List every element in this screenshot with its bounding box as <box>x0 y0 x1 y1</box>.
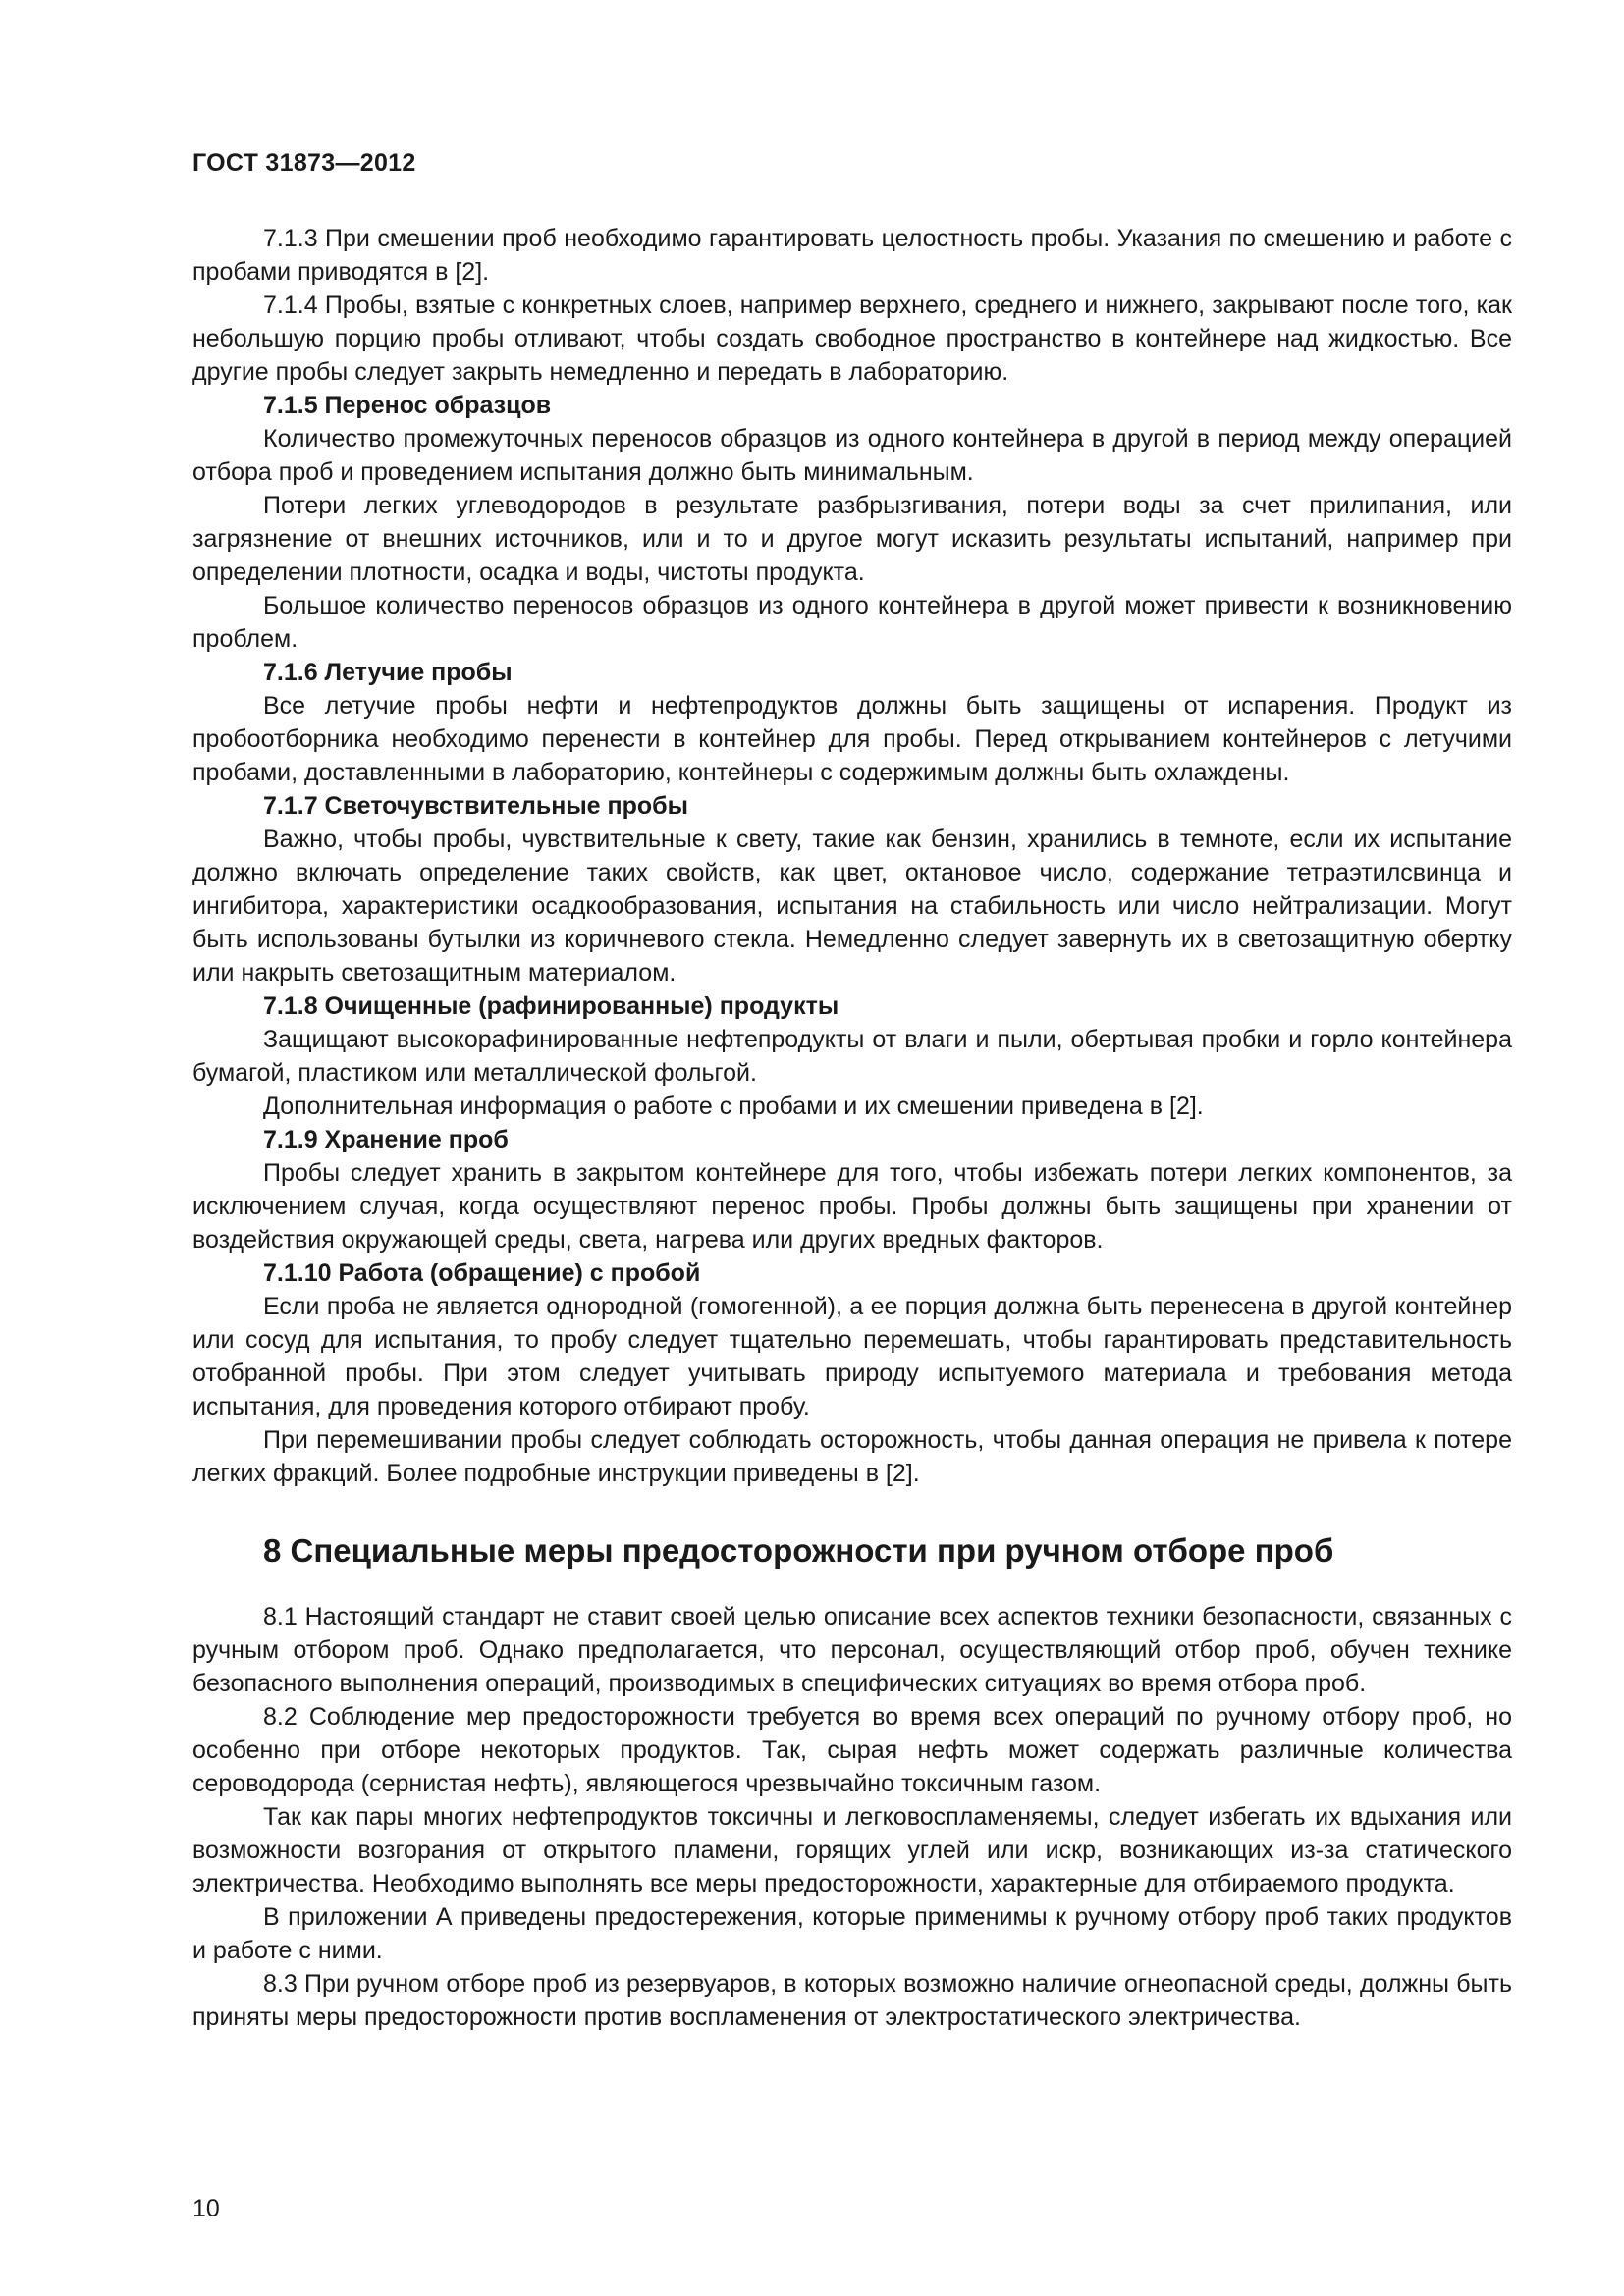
paragraph: В приложении А приведены предостережения, которые применимы к ручному отбору проб таких продуктов и работе с ними. <box>192 1903 1512 1964</box>
paragraph: Так как пары многих нефтепродуктов токсичны и легковоспламеняемы, следует избегать их вдыхания или возможности возгорания от открытого пламени, горящих углей или искр, возникающих из-за статического электричества. Необходимо выполнять все меры предосторожности, характерные для отбираемого продукта. <box>192 1803 1512 1897</box>
subsection-title: 7.1.10 Работа (обращение) с пробой <box>263 1259 701 1287</box>
paragraph: При перемешивании пробы следует соблюдать осторожность, чтобы данная операция не привела к потере легких фракций. Более подробные инструкции приведены в [2]. <box>192 1426 1512 1487</box>
subsection-title: 7.1.8 Очищенные (рафинированные) продукты <box>263 992 839 1020</box>
paragraph: Если проба не является однородной (гомогенной), а ее порция должна быть перенесена в другой контейнер или сосуд для испытания, то пробу следует тщательно перемешать, чтобы гарантировать представительность отобранной пробы. При этом следует учитывать природу испытуемого материала и требования метода испытания, для проведения которого отбирают пробу. <box>192 1293 1512 1420</box>
paragraph: Все летучие пробы нефти и нефтепродуктов должны быть защищены от испарения. Продукт из пробоотборника необходимо перенести в контейнер для пробы. Перед открыванием контейнеров с летучими пробами, доставленными в лабораторию, контейнеры с содержимым должны быть охлаждены. <box>192 692 1512 786</box>
document-header: ГОСТ 31873—2012 <box>192 149 416 177</box>
page-number: 10 <box>192 2195 220 2222</box>
paragraph: 8.1 Настоящий стандарт не ставит своей целью описание всех аспектов техники безопасности, связанных с ручным отбором проб. Однако предполагается, что персонал, осуществляющий отбор проб, обучен технике безопасного выполнения операций, производимых в специфических ситуациях во время отбора проб. <box>192 1603 1512 1697</box>
paragraph: Потери легких углеводородов в результате разбрызгивания, потери воды за счет прилипания, или загрязнение от внешних источников, или и то и другое могут исказить результаты испытаний, например при определении плотности, осадка и воды, чистоты продукта. <box>192 492 1512 586</box>
paragraph: 7.1.4 Пробы, взятые с конкретных слоев, например верхнего, среднего и нижнего, закрывают после того, как небольшую порцию пробы отливают, чтобы создать свободное пространство в контейнере над жидкостью. Все другие пробы следует закрыть немедленно и передать в лабораторию. <box>192 292 1512 386</box>
subsection-title: 7.1.9 Хранение проб <box>263 1126 509 1153</box>
paragraph: Важно, чтобы пробы, чувствительные к свету, такие как бензин, хранились в темноте, если их испытание должно включать определение таких свойств, как цвет, октановое число, содержание тетраэтилсвинца и ингибитора, характеристики осадкообразования, испытания на стабильность или число нейтрализации. Могут быть использованы бутылки из коричневого стекла. Немедленно следует завернуть их в светозащитную обертку или накрыть светозащитным материалом. <box>192 826 1512 987</box>
subsection-title: 7.1.6 Летучие пробы <box>263 659 513 686</box>
paragraph: Количество промежуточных переносов образцов из одного контейнера в другой в период между операцией отбора проб и проведением испытания должно быть минимальным. <box>192 425 1512 486</box>
paragraph: Дополнительная информация о работе с пробами и их смешении приведена в [2]. <box>263 1093 1204 1120</box>
paragraph: Большое количество переносов образцов из одного контейнера в другой может привести к возникновению проблем. <box>192 592 1512 653</box>
section-heading: 8 Специальные меры предосторожности при ручном отборе проб <box>263 1532 1334 1569</box>
paragraph: 7.1.3 При смешении проб необходимо гарантировать целостность пробы. Указания по смешению и работе с пробами приводятся в [2]. <box>192 225 1512 286</box>
document-body <box>192 222 1512 2034</box>
paragraph: Пробы следует хранить в закрытом контейнере для того, чтобы избежать потери легких компонентов, за исключением случая, когда осуществляют перенос пробы. Пробы должны быть защищены при хранении от воздействия окружающей среды, света, нагрева или других вредных факторов. <box>192 1159 1512 1254</box>
subsection-title: 7.1.5 Перенос образцов <box>263 392 552 419</box>
paragraph: 8.3 При ручном отборе проб из резервуаров, в которых возможно наличие огнеопасной среды, должны быть приняты меры предосторожности против воспламенения от электростатического электричества. <box>192 1970 1512 2031</box>
paragraph: 8.2 Соблюдение мер предосторожности требуется во время всех операций по ручному отбору проб, но особенно при отборе некоторых продуктов. Так, сырая нефть может содержать различные количества сероводорода (сернистая нефть), являющегося чрезвычайно токсичным газом. <box>192 1703 1512 1797</box>
paragraph: Защищают высокорафинированные нефтепродукты от влаги и пыли, обертывая пробки и горло контейнера бумагой, пластиком или металлической фольгой. <box>192 1026 1512 1087</box>
subsection-title: 7.1.7 Светочувствительные пробы <box>263 792 688 820</box>
